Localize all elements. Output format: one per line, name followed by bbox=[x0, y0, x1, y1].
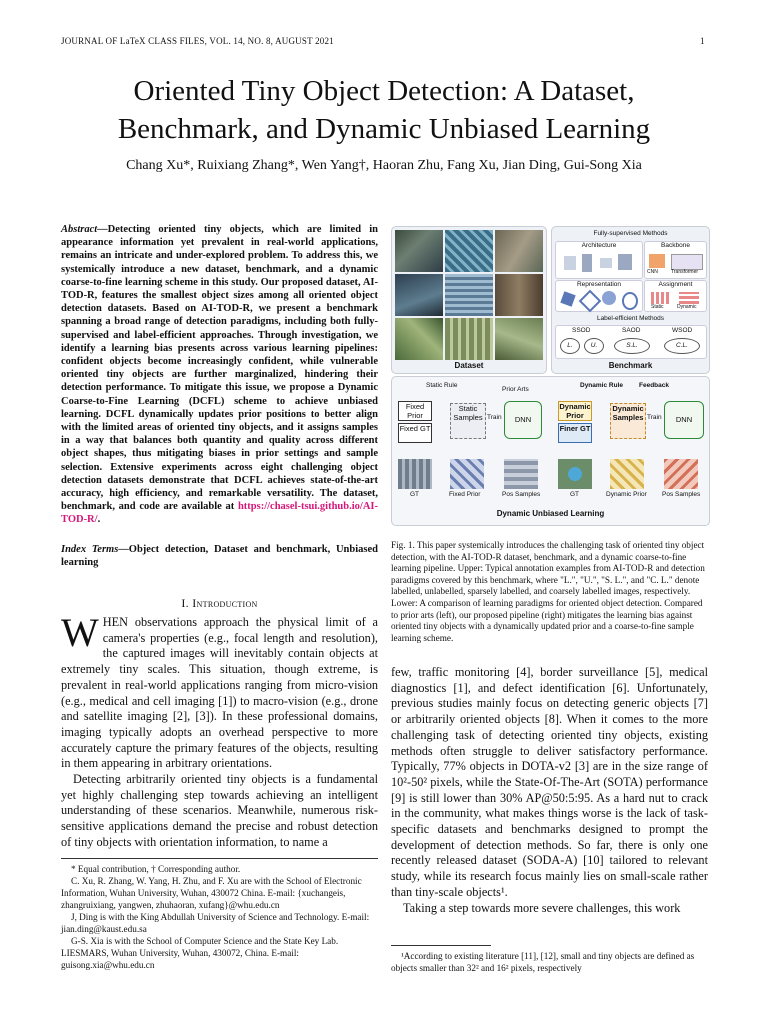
cnn-label: CNN bbox=[647, 269, 658, 275]
label-efficient-label: Label-efficient Methods bbox=[596, 315, 665, 322]
repr-shape-1 bbox=[560, 291, 575, 306]
dataset-image-8 bbox=[445, 318, 493, 360]
dataset-panel bbox=[391, 226, 547, 374]
dynamic-prior-thumb bbox=[610, 459, 644, 489]
pos-samples-caption-right: Pos Samples bbox=[662, 491, 701, 498]
static-assign-graphic bbox=[651, 292, 671, 304]
index-terms bbox=[61, 543, 378, 569]
intro-text bbox=[61, 610, 378, 851]
abstract bbox=[61, 223, 378, 527]
intro-paragraph-1: HEN observations approach the physical limit of a camera's properties (e.g., focal length and resolution), the captured images will inevitably contain objects at extremely tiny scales. This situation, though extreme, is prevalent in real-world applications ranging from micro-vision (e.g., medical and cell imaging [1]) to macro-vision (e.g., drone and satellite imaging [2], [3]). In these professional domains, imaging typically adopts an overhead perspective to more accurately capture the primary features of the objects, resulting in them appearing in arbitrary orientations. bbox=[61, 615, 378, 771]
page-number: 1 bbox=[700, 36, 705, 46]
dataset-image-2 bbox=[445, 230, 493, 272]
running-header: JOURNAL OF LaTeX CLASS FILES, VOL. 14, NO. 8, AUGUST 2021 bbox=[61, 36, 334, 46]
abstract-end: . bbox=[97, 514, 101, 526]
repr-shape-2 bbox=[579, 290, 602, 313]
dataset-image-5 bbox=[445, 274, 493, 316]
pos-samples-thumb-right bbox=[664, 459, 698, 489]
right-paragraph-1: few, traffic monitoring [4], border surveillance [5], medical diagnostics [1], and defect identification [6]. Unfortunately, previous studies mainly focus on detecting generic objects [7] or arbitrarily oriented objects [8]. When it comes to the more challenging task of detecting oriented tiny objects, existing methods often struggle to deliver satisfactory performance. Typically, 77% objects in DOTA-v2 [3] are in the size range of 10²-50² pixels, while the State-Of-The-Art (SOTA) performance [9] is still lower than 30% AP@50:5:95. As a hard nut to crack in the community, what makes things worse is the lack of task-specific datasets and benchmarks designed to prompt the development of detection methods. So far, there is only one recently released dataset (SODA-A) [10] tailored to relevant study, while its research focus mainly lies on small-scale rather than tiny-scale objects¹. bbox=[391, 665, 708, 899]
repr-shape-3 bbox=[602, 291, 616, 305]
footnote-rule-right bbox=[391, 945, 491, 946]
footnotes-left bbox=[61, 858, 378, 971]
dropcap: W bbox=[61, 610, 99, 655]
section-heading bbox=[61, 596, 378, 611]
representation-label: Representation bbox=[576, 281, 622, 288]
ssod-label: SSOD bbox=[572, 327, 591, 334]
benchmark-panel bbox=[551, 226, 710, 374]
abstract-text: —Detecting oriented tiny objects, which are limited in appearance information yet prevalent in real-world applications, remains an intricate and under-explored problem. To address this, we systemically introduce a new dataset, benchmark, and a dynamic coarse-to-fine learning scheme in this study. Our proposed dataset, AI-TOD-R, features the smallest object sizes among all oriented object detection datasets. Based on AI-TOD-R, we present a benchmark spanning a broad range of detection paradigms, including both fully-supervised and label-efficient approaches. Through investigation, we identify a learning bias presents across various learning pipelines: confident objects become increasingly confident, while vulnerable oriented tiny objects are further marginalized, hindering their detection performance. To mitigate this issue, we propose a Dynamic Coarse-to-Fine Learning (DCFL) scheme to achieve unbiased learning. DCFL dynamically updates prior positions to better align with the limited areas of oriented tiny objects, and it assigns samples in a way that balances both quantity and quality across different object shapes, thus mitigating biases in prior settings and sample selection. Extensive experiments across eight challenging object detection datasets demonstrate that DCFL achieves state-of-the-art accuracy, high efficiency, and remarkable versatility. The dataset, benchmark, and code are available at bbox=[61, 224, 378, 513]
train-label-right: Train bbox=[647, 414, 662, 421]
footnote-affil-2: J, Ding is with the King Abdullah University of Science and Technology. E-mail: jian.ding@kaust.edu.sa bbox=[61, 912, 370, 934]
dul-title: Dynamic Unbiased Learning bbox=[496, 509, 605, 518]
title-line-1: Oriented Tiny Object Detection: A Dataset, bbox=[133, 75, 635, 107]
paper-title bbox=[40, 72, 728, 148]
pos-samples-caption-left: Pos Samples bbox=[502, 491, 541, 498]
index-terms-label: Index Terms bbox=[61, 544, 119, 555]
arch-block-1 bbox=[564, 256, 576, 270]
fixed-prior-thumb bbox=[450, 459, 484, 489]
prior-arts-label: Prior Arts bbox=[502, 386, 529, 393]
dnn-box-right: DNN bbox=[664, 401, 704, 439]
static-rule-label: Static Rule bbox=[426, 382, 458, 389]
benchmark-label: Benchmark bbox=[608, 361, 653, 370]
figure-caption: Fig. 1. This paper systemically introduces the challenging task of oriented tiny object detection, with the AI-TOD-R dataset, benchmark, and a dynamic coarse-to-fine learning pipeline. Upper: Typical annotation examples from AI-TOD-R and detection paradigms covered by this benchmark, where "L.", "U.", "S. L.", and "C. L." denote labelled, unlabelled, sparsely labelled, and coarsely labelled images, respectively. Lower: A comparison of learning paradigms for oriented object detection. Compared to prior arts (left), our proposed pipeline (right) mitigates the learning bias against oriented tiny objects with a dynamically updated prior and a coarse-to-fine sample learning scheme. bbox=[391, 540, 705, 643]
footnote-rule bbox=[61, 858, 378, 859]
footnote-size-definition: ¹According to existing literature [11], [12], small and tiny objects are defined as objects smaller than 32² and 16² pixels, respectively bbox=[391, 951, 695, 973]
dataset-label: Dataset bbox=[454, 361, 484, 370]
figure-1 bbox=[391, 226, 708, 526]
assignment-box bbox=[644, 280, 707, 312]
static-samples-box: Static Samples bbox=[450, 403, 486, 439]
right-paragraph-2: Taking a step towards more severe challenges, this work bbox=[403, 900, 681, 915]
backbone-box bbox=[644, 241, 707, 279]
dataset-image-4 bbox=[395, 274, 443, 316]
gt-thumb-right bbox=[558, 459, 592, 489]
pos-samples-thumb-left bbox=[504, 459, 538, 489]
section-title: Introduction bbox=[192, 596, 258, 610]
label-efficient-box bbox=[555, 325, 707, 359]
arch-block-2 bbox=[582, 254, 592, 272]
dynamic-label: Dynamic bbox=[677, 304, 697, 310]
fixed-prior-box: Fixed Prior bbox=[398, 401, 432, 421]
transformer-graphic bbox=[671, 254, 703, 270]
dataset-image-6 bbox=[495, 274, 543, 316]
dataset-image-9 bbox=[495, 318, 543, 360]
labelled-circle: L. bbox=[560, 338, 580, 354]
gt-caption-right: GT bbox=[570, 491, 580, 498]
cnn-graphic bbox=[649, 254, 665, 268]
dul-panel bbox=[391, 376, 710, 526]
abstract-label: Abstract bbox=[61, 224, 98, 235]
static-label: Static bbox=[651, 304, 664, 310]
arch-block-3 bbox=[600, 258, 612, 268]
train-label-left: Train bbox=[487, 414, 502, 421]
backbone-label: Backbone bbox=[661, 242, 690, 249]
footnote-affil-1: C. Xu, R. Zhang, W. Yang, H. Zhu, and F. Xu are with the School of Electronic Information, Wuhan University, Wuhan, 430072 China. E-mail: {xuchangeis, zhangruixiang, yangwen, zhuhaoran, xufang}@whu.edu.cn bbox=[61, 876, 362, 910]
architecture-label: Architecture bbox=[581, 242, 617, 249]
assignment-label: Assignment bbox=[658, 281, 693, 288]
footnote-equal: * Equal contribution, † Corresponding author. bbox=[71, 864, 241, 874]
representation-box bbox=[555, 280, 643, 312]
dnn-box-left: DNN bbox=[504, 401, 542, 439]
intro-paragraph-2: Detecting arbitrarily oriented tiny objects is a fundamental yet highly challenging step towards achieving an intelligent understanding of these scenarios. Meanwhile, numerous risk-sensitive applications demand the precise and robust detection of tiny objects with orientation information, to name a bbox=[61, 772, 378, 849]
dynamic-rule-label: Dynamic Rule bbox=[580, 382, 623, 389]
arch-block-4 bbox=[618, 254, 632, 270]
dataset-image-7 bbox=[395, 318, 443, 360]
saod-label: SAOD bbox=[622, 327, 641, 334]
unlabelled-circle: U. bbox=[584, 338, 604, 354]
fixed-prior-caption: Fixed Prior bbox=[449, 491, 481, 498]
gt-thumb-left bbox=[398, 459, 432, 489]
dataset-image-1 bbox=[395, 230, 443, 272]
coarsely-labelled-circle: C.L. bbox=[664, 338, 700, 354]
feedback-label: Feedback bbox=[639, 382, 669, 389]
fully-supervised-label: Fully-supervised Methods bbox=[593, 230, 668, 237]
project-link[interactable]: https://chasel-tsui.github.io/AI-TOD-R/ bbox=[61, 501, 378, 526]
repr-shape-4 bbox=[622, 292, 638, 310]
architecture-box bbox=[555, 241, 643, 279]
sparsely-labelled-circle: S.L. bbox=[614, 338, 650, 354]
title-line-2: Benchmark, and Dynamic Unbiased Learning bbox=[117, 113, 651, 145]
fixed-gt-box: Fixed GT bbox=[398, 423, 432, 443]
wsod-label: WSOD bbox=[672, 327, 693, 334]
author-list: Chang Xu*, Ruixiang Zhang*, Wen Yang†, Haoran Zhu, Fang Xu, Jian Ding, Gui-Song Xia bbox=[126, 158, 642, 173]
dynamic-prior-box: Dynamic Prior bbox=[559, 402, 591, 420]
index-terms-text: —Object detection, Dataset and benchmark, Unbiased learning bbox=[61, 544, 378, 569]
section-number: I. bbox=[181, 596, 189, 610]
footnote-affil-3: G-S. Xia is with the School of Computer Science and the State Key Lab. LIESMARS, Wuhan University, Wuhan, 430072, China. E-mail: guisong.xia@whu.edu.cn bbox=[61, 936, 339, 970]
dynamic-samples-box: Dynamic Samples bbox=[610, 403, 646, 439]
dataset-image-3 bbox=[495, 230, 543, 272]
transformer-label: Transformer bbox=[671, 269, 699, 275]
right-column-text bbox=[391, 665, 708, 916]
footnote-right bbox=[391, 945, 708, 974]
finer-gt-box: Finer GT bbox=[558, 423, 592, 443]
gt-caption-left: GT bbox=[410, 491, 420, 498]
dynamic-prior-caption: Dynamic Prior bbox=[606, 491, 647, 498]
dynamic-assign-graphic bbox=[679, 292, 699, 304]
